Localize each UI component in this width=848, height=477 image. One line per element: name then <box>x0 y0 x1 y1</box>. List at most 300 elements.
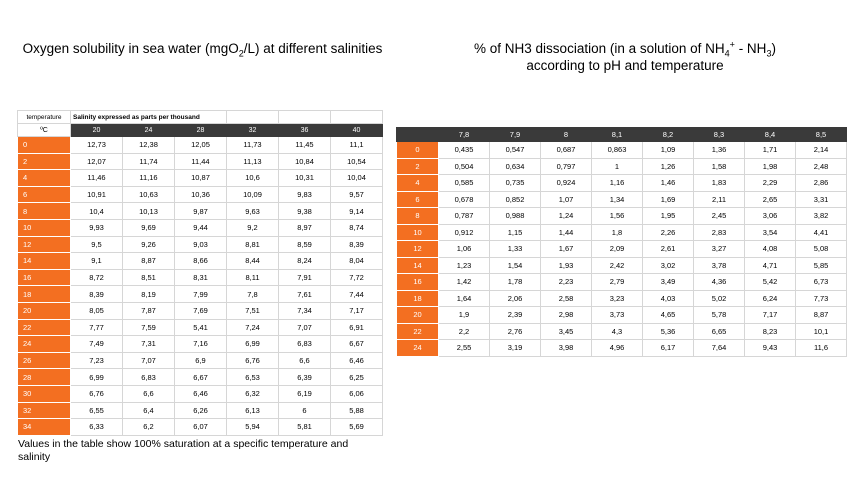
oxygen-value-cell: 8,19 <box>123 286 175 303</box>
oxygen-solubility-table <box>17 110 383 436</box>
nh3-value-cell: 0,585 <box>439 175 490 192</box>
oxygen-value-cell: 7,17 <box>331 302 383 319</box>
oxygen-row <box>18 170 383 187</box>
oxygen-value-cell: 12,05 <box>175 137 227 154</box>
nh3-value-cell: 1,54 <box>490 257 541 274</box>
oxygen-value-cell: 7,49 <box>71 336 123 353</box>
temperature-cell: 8 <box>397 208 439 225</box>
ph-header: 8,4 <box>745 128 796 142</box>
oxygen-value-cell: 5,69 <box>331 419 383 436</box>
ph-header: 7,9 <box>490 128 541 142</box>
nh3-value-cell: 2,86 <box>796 175 847 192</box>
nh3-value-cell: 1,33 <box>490 241 541 258</box>
nh3-row <box>397 224 847 241</box>
oxygen-value-cell: 8,05 <box>71 302 123 319</box>
oxygen-value-cell: 6,9 <box>175 352 227 369</box>
nh3-value-cell: 4,36 <box>694 274 745 291</box>
oxygen-value-cell: 10,31 <box>279 170 331 187</box>
nh3-value-cell: 2,55 <box>439 340 490 357</box>
oxygen-value-cell: 7,61 <box>279 286 331 303</box>
nh3-value-cell: 7,17 <box>745 307 796 324</box>
empty-header-cell <box>279 111 331 124</box>
oxygen-value-cell: 10,91 <box>71 186 123 203</box>
nh3-value-cell: 4,71 <box>745 257 796 274</box>
nh3-value-cell: 3,19 <box>490 340 541 357</box>
nh3-title-subscript-4: 4 <box>724 48 730 59</box>
temperature-cell: 10 <box>397 224 439 241</box>
nh3-value-cell: 3,82 <box>796 208 847 225</box>
nh3-row <box>397 323 847 340</box>
oxygen-row <box>18 369 383 386</box>
oxygen-row <box>18 236 383 253</box>
temperature-cell: 2 <box>18 153 71 170</box>
oxygen-value-cell: 8,44 <box>227 253 279 270</box>
salinity-header: 28 <box>175 124 227 137</box>
temperature-cell: 22 <box>397 323 439 340</box>
oxygen-table-note: Values in the table show 100% saturation at a specific temperature and salinity <box>18 438 349 463</box>
temperature-cell: 14 <box>18 253 71 270</box>
oxygen-value-cell: 9,1 <box>71 253 123 270</box>
oxygen-row <box>18 336 383 353</box>
oxygen-value-cell: 5,88 <box>331 402 383 419</box>
oxygen-value-cell: 6,67 <box>331 336 383 353</box>
oxygen-value-cell: 6,76 <box>227 352 279 369</box>
temperature-cell: 30 <box>18 385 71 402</box>
nh3-value-cell: 4,08 <box>745 241 796 258</box>
oxygen-value-cell: 6,53 <box>227 369 279 386</box>
nh3-value-cell: 1,26 <box>643 158 694 175</box>
oxygen-value-cell: 6,39 <box>279 369 331 386</box>
oxygen-value-cell: 6,83 <box>279 336 331 353</box>
temperature-cell: 8 <box>18 203 71 220</box>
nh3-title-line-2: according to pH and temperature <box>526 58 724 73</box>
nh3-value-cell: 1,95 <box>643 208 694 225</box>
nh3-header-row <box>397 128 847 142</box>
nh3-value-cell: 2,14 <box>796 142 847 159</box>
ph-header: 8,1 <box>592 128 643 142</box>
nh3-row <box>397 208 847 225</box>
nh3-value-cell: 6,65 <box>694 323 745 340</box>
oxygen-value-cell: 6,26 <box>175 402 227 419</box>
nh3-value-cell: 0,678 <box>439 191 490 208</box>
oxygen-value-cell: 6,55 <box>71 402 123 419</box>
oxygen-value-cell: 8,11 <box>227 269 279 286</box>
oxygen-value-cell: 9,14 <box>331 203 383 220</box>
nh3-value-cell: 3,31 <box>796 191 847 208</box>
nh3-value-cell: 1,58 <box>694 158 745 175</box>
oxygen-value-cell: 7,31 <box>123 336 175 353</box>
nh3-value-cell: 11,6 <box>796 340 847 357</box>
oxygen-title-part-b: /L) at different salinities <box>243 41 383 56</box>
oxygen-value-cell: 11,13 <box>227 153 279 170</box>
nh3-value-cell: 3,54 <box>745 224 796 241</box>
temperature-cell: 16 <box>18 269 71 286</box>
salinity-header: 20 <box>71 124 123 137</box>
nh3-value-cell: 4,96 <box>592 340 643 357</box>
nh3-value-cell: 5,02 <box>694 290 745 307</box>
nh3-value-cell: 3,23 <box>592 290 643 307</box>
oxygen-value-cell: 7,87 <box>123 302 175 319</box>
nh3-value-cell: 0,504 <box>439 158 490 175</box>
nh3-value-cell: 8,87 <box>796 307 847 324</box>
oxygen-row <box>18 319 383 336</box>
oxygen-row <box>18 219 383 236</box>
nh3-value-cell: 0,687 <box>541 142 592 159</box>
oxygen-row <box>18 153 383 170</box>
oxygen-value-cell: 6,91 <box>331 319 383 336</box>
temperature-cell: 20 <box>397 307 439 324</box>
oxygen-value-cell: 9,83 <box>279 186 331 203</box>
nh3-value-cell: 4,65 <box>643 307 694 324</box>
temperature-cell: 24 <box>18 336 71 353</box>
oxygen-value-cell: 7,91 <box>279 269 331 286</box>
nh3-value-cell: 1,24 <box>541 208 592 225</box>
nh3-value-cell: 1,78 <box>490 274 541 291</box>
temperature-cell: 18 <box>18 286 71 303</box>
nh3-value-cell: 1,56 <box>592 208 643 225</box>
nh3-value-cell: 0,912 <box>439 224 490 241</box>
nh3-value-cell: 2,76 <box>490 323 541 340</box>
nh3-value-cell: 2,79 <box>592 274 643 291</box>
oxygen-value-cell: 7,77 <box>71 319 123 336</box>
nh3-value-cell: 2,45 <box>694 208 745 225</box>
oxygen-row <box>18 385 383 402</box>
nh3-value-cell: 2,65 <box>745 191 796 208</box>
nh3-value-cell: 3,49 <box>643 274 694 291</box>
temperature-cell: 2 <box>397 158 439 175</box>
oxygen-value-cell: 10,6 <box>227 170 279 187</box>
oxygen-value-cell: 7,24 <box>227 319 279 336</box>
temperature-caption: temperature <box>18 111 71 124</box>
oxygen-value-cell: 7,99 <box>175 286 227 303</box>
oxygen-value-cell: 8,31 <box>175 269 227 286</box>
nh3-value-cell: 2,29 <box>745 175 796 192</box>
nh3-value-cell: 3,02 <box>643 257 694 274</box>
oxygen-value-cell: 10,09 <box>227 186 279 203</box>
oxygen-value-cell: 9,63 <box>227 203 279 220</box>
oxygen-value-cell: 10,13 <box>123 203 175 220</box>
nh3-value-cell: 1,23 <box>439 257 490 274</box>
oxygen-caption-row <box>18 111 383 124</box>
oxygen-value-cell: 9,2 <box>227 219 279 236</box>
nh3-value-cell: 1,98 <box>745 158 796 175</box>
oxygen-value-cell: 7,72 <box>331 269 383 286</box>
nh3-value-cell: 4,03 <box>643 290 694 307</box>
nh3-row <box>397 175 847 192</box>
nh3-title-part-c: ) <box>771 41 776 56</box>
nh3-value-cell: 2,48 <box>796 158 847 175</box>
oxygen-row <box>18 402 383 419</box>
nh3-value-cell: 2,61 <box>643 241 694 258</box>
oxygen-value-cell: 6,07 <box>175 419 227 436</box>
oxygen-value-cell: 8,04 <box>331 253 383 270</box>
oxygen-value-cell: 7,51 <box>227 302 279 319</box>
oxygen-value-cell: 7,8 <box>227 286 279 303</box>
nh3-value-cell: 4,41 <box>796 224 847 241</box>
nh3-title-subscript-3: 3 <box>766 48 772 59</box>
nh3-value-cell: 2,58 <box>541 290 592 307</box>
oxygen-value-cell: 6,06 <box>331 385 383 402</box>
oxygen-value-cell: 11,74 <box>123 153 175 170</box>
empty-header-cell <box>331 111 383 124</box>
nh3-value-cell: 10,1 <box>796 323 847 340</box>
empty-header-cell <box>227 111 279 124</box>
oxygen-value-cell: 8,66 <box>175 253 227 270</box>
oxygen-value-cell: 9,57 <box>331 186 383 203</box>
nh3-value-cell: 1,16 <box>592 175 643 192</box>
salinity-caption: Salinity expressed as parts per thousand <box>71 111 227 124</box>
temperature-cell: 4 <box>18 170 71 187</box>
oxygen-row <box>18 137 383 154</box>
oxygen-value-cell: 11,44 <box>175 153 227 170</box>
nh3-value-cell: 1,93 <box>541 257 592 274</box>
temperature-cell: 14 <box>397 257 439 274</box>
nh3-value-cell: 6,17 <box>643 340 694 357</box>
nh3-value-cell: 0,797 <box>541 158 592 175</box>
oxygen-row <box>18 269 383 286</box>
nh3-row <box>397 257 847 274</box>
nh3-row <box>397 191 847 208</box>
oxygen-value-cell: 8,24 <box>279 253 331 270</box>
nh3-value-cell: 7,73 <box>796 290 847 307</box>
oxygen-value-cell: 6,6 <box>123 385 175 402</box>
oxygen-value-cell: 8,87 <box>123 253 175 270</box>
salinity-header: 24 <box>123 124 175 137</box>
oxygen-row <box>18 186 383 203</box>
nh3-value-cell: 0,547 <box>490 142 541 159</box>
oxygen-row <box>18 352 383 369</box>
oxygen-value-cell: 8,51 <box>123 269 175 286</box>
nh3-value-cell: 1,83 <box>694 175 745 192</box>
nh3-value-cell: 5,78 <box>694 307 745 324</box>
oxygen-value-cell: 10,4 <box>71 203 123 220</box>
nh3-value-cell: 6,24 <box>745 290 796 307</box>
oxygen-value-cell: 11,16 <box>123 170 175 187</box>
oxygen-value-cell: 9,44 <box>175 219 227 236</box>
oxygen-value-cell: 7,23 <box>71 352 123 369</box>
oxygen-value-cell: 11,1 <box>331 137 383 154</box>
nh3-value-cell: 2,2 <box>439 323 490 340</box>
nh3-value-cell: 0,787 <box>439 208 490 225</box>
temperature-cell: 34 <box>18 419 71 436</box>
nh3-value-cell: 0,863 <box>592 142 643 159</box>
nh3-value-cell: 5,08 <box>796 241 847 258</box>
oxygen-value-cell: 10,36 <box>175 186 227 203</box>
nh3-value-cell: 2,26 <box>643 224 694 241</box>
oxygen-value-cell: 11,73 <box>227 137 279 154</box>
ph-header: 8,2 <box>643 128 694 142</box>
oxygen-value-cell: 6,83 <box>123 369 175 386</box>
nh3-value-cell: 1,64 <box>439 290 490 307</box>
oxygen-value-cell: 6,76 <box>71 385 123 402</box>
oxygen-value-cell: 6,4 <box>123 402 175 419</box>
oxygen-value-cell: 10,63 <box>123 186 175 203</box>
oxygen-value-cell: 8,74 <box>331 219 383 236</box>
oxygen-value-cell: 9,38 <box>279 203 331 220</box>
nh3-value-cell: 0,735 <box>490 175 541 192</box>
oxygen-value-cell: 8,39 <box>71 286 123 303</box>
temperature-cell: 12 <box>397 241 439 258</box>
salinity-header: 40 <box>331 124 383 137</box>
oxygen-value-cell: 7,07 <box>279 319 331 336</box>
oxygen-value-cell: 11,46 <box>71 170 123 187</box>
nh3-row <box>397 290 847 307</box>
oxygen-value-cell: 12,73 <box>71 137 123 154</box>
nh3-value-cell: 2,11 <box>694 191 745 208</box>
oxygen-value-cell: 7,69 <box>175 302 227 319</box>
oxygen-value-cell: 5,81 <box>279 419 331 436</box>
oxygen-value-cell: 6,46 <box>175 385 227 402</box>
oxygen-row <box>18 203 383 220</box>
oxygen-value-cell: 6,99 <box>71 369 123 386</box>
oxygen-value-cell: 7,44 <box>331 286 383 303</box>
nh3-row <box>397 340 847 357</box>
oxygen-value-cell: 6,99 <box>227 336 279 353</box>
oxygen-value-cell: 5,94 <box>227 419 279 436</box>
nh3-value-cell: 3,73 <box>592 307 643 324</box>
nh3-row <box>397 158 847 175</box>
nh3-title-superscript-plus: + <box>729 39 735 50</box>
nh3-value-cell: 0,435 <box>439 142 490 159</box>
temperature-unit: ºC <box>18 124 71 137</box>
oxygen-value-cell: 6,25 <box>331 369 383 386</box>
temperature-cell: 32 <box>18 402 71 419</box>
oxygen-value-cell: 6,2 <box>123 419 175 436</box>
nh3-value-cell: 1,44 <box>541 224 592 241</box>
ph-header: 7,8 <box>439 128 490 142</box>
nh3-value-cell: 0,988 <box>490 208 541 225</box>
oxygen-value-cell: 6 <box>279 402 331 419</box>
nh3-value-cell: 9,43 <box>745 340 796 357</box>
nh3-value-cell: 5,36 <box>643 323 694 340</box>
nh3-value-cell: 1,67 <box>541 241 592 258</box>
temperature-cell: 18 <box>397 290 439 307</box>
oxygen-value-cell: 10,84 <box>279 153 331 170</box>
nh3-value-cell: 3,27 <box>694 241 745 258</box>
salinity-header: 36 <box>279 124 331 137</box>
oxygen-value-cell: 9,87 <box>175 203 227 220</box>
nh3-value-cell: 2,39 <box>490 307 541 324</box>
oxygen-value-cell: 6,67 <box>175 369 227 386</box>
temperature-cell: 6 <box>18 186 71 203</box>
nh3-value-cell: 1,06 <box>439 241 490 258</box>
oxygen-value-cell: 7,16 <box>175 336 227 353</box>
nh3-value-cell: 0,924 <box>541 175 592 192</box>
nh3-value-cell: 1,69 <box>643 191 694 208</box>
nh3-value-cell: 8,23 <box>745 323 796 340</box>
oxygen-value-cell: 8,81 <box>227 236 279 253</box>
oxygen-value-cell: 11,45 <box>279 137 331 154</box>
temperature-cell: 28 <box>18 369 71 386</box>
oxygen-value-cell: 6,32 <box>227 385 279 402</box>
nh3-value-cell: 2,23 <box>541 274 592 291</box>
oxygen-value-cell: 9,03 <box>175 236 227 253</box>
oxygen-value-cell: 10,87 <box>175 170 227 187</box>
ph-header: 8,5 <box>796 128 847 142</box>
oxygen-row <box>18 419 383 436</box>
oxygen-table-title <box>10 40 395 57</box>
nh3-row <box>397 274 847 291</box>
oxygen-row <box>18 286 383 303</box>
temperature-cell: 24 <box>397 340 439 357</box>
oxygen-value-cell: 12,38 <box>123 137 175 154</box>
nh3-dissociation-table <box>396 127 847 357</box>
nh3-row <box>397 307 847 324</box>
oxygen-value-cell: 6,19 <box>279 385 331 402</box>
nh3-value-cell: 1,71 <box>745 142 796 159</box>
nh3-row <box>397 241 847 258</box>
temperature-cell: 6 <box>397 191 439 208</box>
oxygen-value-cell: 6,33 <box>71 419 123 436</box>
temperature-cell: 4 <box>397 175 439 192</box>
oxygen-value-cell: 6,6 <box>279 352 331 369</box>
temperature-cell: 20 <box>18 302 71 319</box>
nh3-table-title <box>430 40 820 74</box>
nh3-value-cell: 5,42 <box>745 274 796 291</box>
oxygen-value-cell: 7,34 <box>279 302 331 319</box>
oxygen-value-cell: 10,04 <box>331 170 383 187</box>
ph-header: 8,3 <box>694 128 745 142</box>
nh3-value-cell: 2,98 <box>541 307 592 324</box>
nh3-value-cell: 1,36 <box>694 142 745 159</box>
temperature-cell: 10 <box>18 219 71 236</box>
temperature-cell: 12 <box>18 236 71 253</box>
nh3-value-cell: 2,09 <box>592 241 643 258</box>
oxygen-value-cell: 9,5 <box>71 236 123 253</box>
oxygen-title-subscript: 2 <box>238 48 244 59</box>
nh3-value-cell: 0,634 <box>490 158 541 175</box>
nh3-value-cell: 5,85 <box>796 257 847 274</box>
temperature-cell: 0 <box>18 137 71 154</box>
oxygen-row <box>18 302 383 319</box>
nh3-value-cell: 1,8 <box>592 224 643 241</box>
nh3-value-cell: 1 <box>592 158 643 175</box>
ph-header: 8 <box>541 128 592 142</box>
oxygen-value-cell: 8,59 <box>279 236 331 253</box>
oxygen-value-cell: 8,97 <box>279 219 331 236</box>
oxygen-value-cell: 9,93 <box>71 219 123 236</box>
nh3-value-cell: 3,98 <box>541 340 592 357</box>
nh3-corner-cell <box>397 128 439 142</box>
temperature-cell: 16 <box>397 274 439 291</box>
oxygen-value-cell: 8,39 <box>331 236 383 253</box>
oxygen-value-cell: 10,54 <box>331 153 383 170</box>
nh3-value-cell: 2,83 <box>694 224 745 241</box>
temperature-cell: 26 <box>18 352 71 369</box>
nh3-value-cell: 3,06 <box>745 208 796 225</box>
nh3-value-cell: 1,09 <box>643 142 694 159</box>
oxygen-row <box>18 253 383 270</box>
nh3-value-cell: 4,3 <box>592 323 643 340</box>
temperature-cell: 0 <box>397 142 439 159</box>
nh3-value-cell: 1,46 <box>643 175 694 192</box>
oxygen-value-cell: 12,07 <box>71 153 123 170</box>
nh3-value-cell: 1,42 <box>439 274 490 291</box>
oxygen-value-cell: 9,26 <box>123 236 175 253</box>
nh3-value-cell: 1,07 <box>541 191 592 208</box>
oxygen-value-cell: 7,07 <box>123 352 175 369</box>
nh3-title-part-a: % of NH3 dissociation (in a solution of NH <box>474 41 725 56</box>
oxygen-value-cell: 6,46 <box>331 352 383 369</box>
oxygen-header-row <box>18 124 383 137</box>
nh3-row <box>397 142 847 159</box>
temperature-cell: 22 <box>18 319 71 336</box>
nh3-value-cell: 6,73 <box>796 274 847 291</box>
oxygen-value-cell: 6,13 <box>227 402 279 419</box>
nh3-value-cell: 1,15 <box>490 224 541 241</box>
oxygen-value-cell: 9,69 <box>123 219 175 236</box>
nh3-value-cell: 2,42 <box>592 257 643 274</box>
